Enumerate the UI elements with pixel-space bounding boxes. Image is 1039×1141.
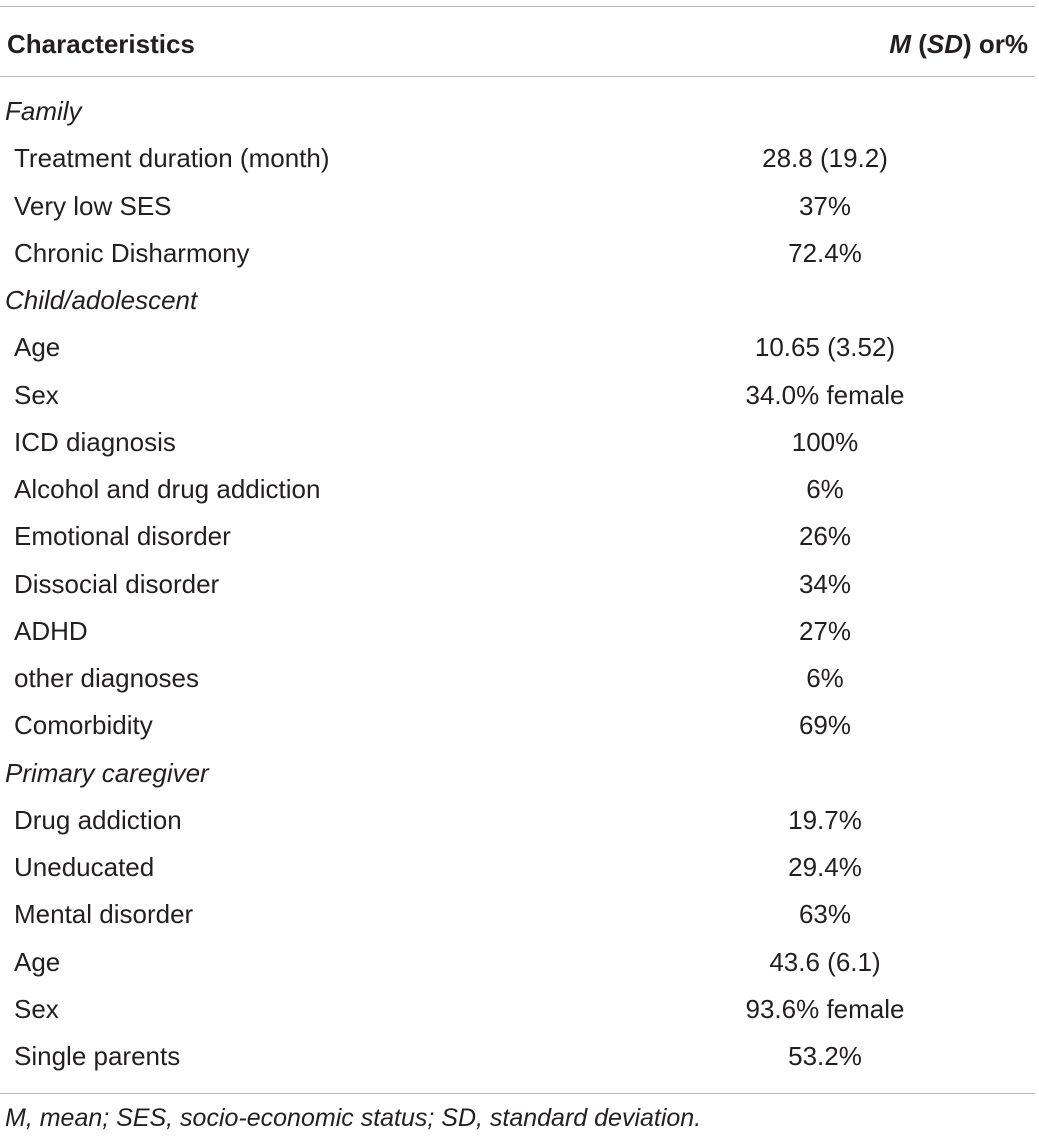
table-row (0, 466, 1035, 513)
table-row (0, 844, 1035, 891)
header-characteristics: Characteristics (7, 29, 195, 59)
section-label: Child/adolescent (5, 285, 198, 315)
row-label: Sex (14, 993, 59, 1024)
row-value: 93.6% female (745, 993, 905, 1024)
row-label: Alcohol and drug addiction (14, 474, 321, 504)
row-label: Mental disorder (14, 899, 194, 930)
row-label: Single parents (14, 1041, 181, 1071)
row-value: 10.65 (3.52) (754, 332, 896, 363)
row-label: Age (14, 946, 61, 977)
header-sd-open: ( (910, 29, 927, 59)
row-value: 43.6 (6.1) (769, 946, 881, 977)
row-label: Drug addiction (14, 804, 182, 835)
table-row (0, 135, 1035, 182)
row-value: 37% (798, 190, 852, 221)
row-label: Dissocial disorder (14, 568, 220, 599)
table-row (0, 608, 1035, 655)
row-label: Age (14, 332, 61, 363)
table-row (0, 702, 1035, 749)
header-statistic (889, 29, 1028, 60)
table-row (0, 372, 1035, 419)
row-label: Chronic Disharmony (14, 237, 250, 268)
row-value: 6% (806, 663, 844, 693)
section-row (0, 88, 1035, 135)
table-row (0, 939, 1035, 986)
row-label: Emotional disorder (14, 521, 231, 552)
row-value: 28.8 (19.2) (762, 143, 888, 174)
row-label: Uneducated (14, 852, 155, 882)
table-row (0, 230, 1035, 277)
table-row (0, 419, 1035, 466)
row-value: 63% (798, 899, 852, 930)
table-bottom-rule (0, 1093, 1035, 1094)
table-header-rule (0, 76, 1035, 77)
header-sd: SD (926, 29, 963, 59)
row-value: 34.0% female (745, 379, 905, 410)
row-label: other diagnoses (14, 663, 200, 693)
row-value: 6% (806, 474, 844, 504)
row-label: Treatment duration (month) (14, 143, 330, 174)
row-value: 69% (798, 710, 852, 741)
table-row (0, 655, 1035, 702)
row-value: 34% (798, 568, 852, 599)
table-row (0, 324, 1035, 371)
row-value: 53.2% (788, 1041, 862, 1071)
section-row (0, 277, 1035, 324)
table-row (0, 561, 1035, 608)
table-footnote: M, mean; SES, socio-economic status; SD, standard deviation. (5, 1104, 702, 1132)
table-row (0, 797, 1035, 844)
row-label: ICD diagnosis (14, 426, 176, 457)
header-sd-close: ) or% (963, 29, 1028, 59)
row-label: ADHD (14, 615, 88, 646)
row-value: 27% (798, 615, 852, 646)
row-label: Sex (14, 379, 59, 410)
table-row (0, 1033, 1035, 1080)
row-label: Comorbidity (14, 710, 153, 741)
row-value: 26% (798, 521, 852, 552)
row-value: 29.4% (788, 852, 862, 882)
row-label: Very low SES (14, 190, 172, 221)
table-row (0, 986, 1035, 1033)
table-row (0, 513, 1035, 560)
section-row (0, 750, 1035, 797)
row-value: 19.7% (788, 804, 862, 835)
row-value: 100% (791, 426, 859, 457)
table-row (0, 183, 1035, 230)
header-m: M (889, 29, 911, 59)
table-row (0, 891, 1035, 938)
section-label: Family (5, 96, 82, 126)
table-header (0, 6, 1035, 76)
row-value: 72.4% (788, 237, 862, 268)
section-label: Primary caregiver (5, 757, 209, 788)
